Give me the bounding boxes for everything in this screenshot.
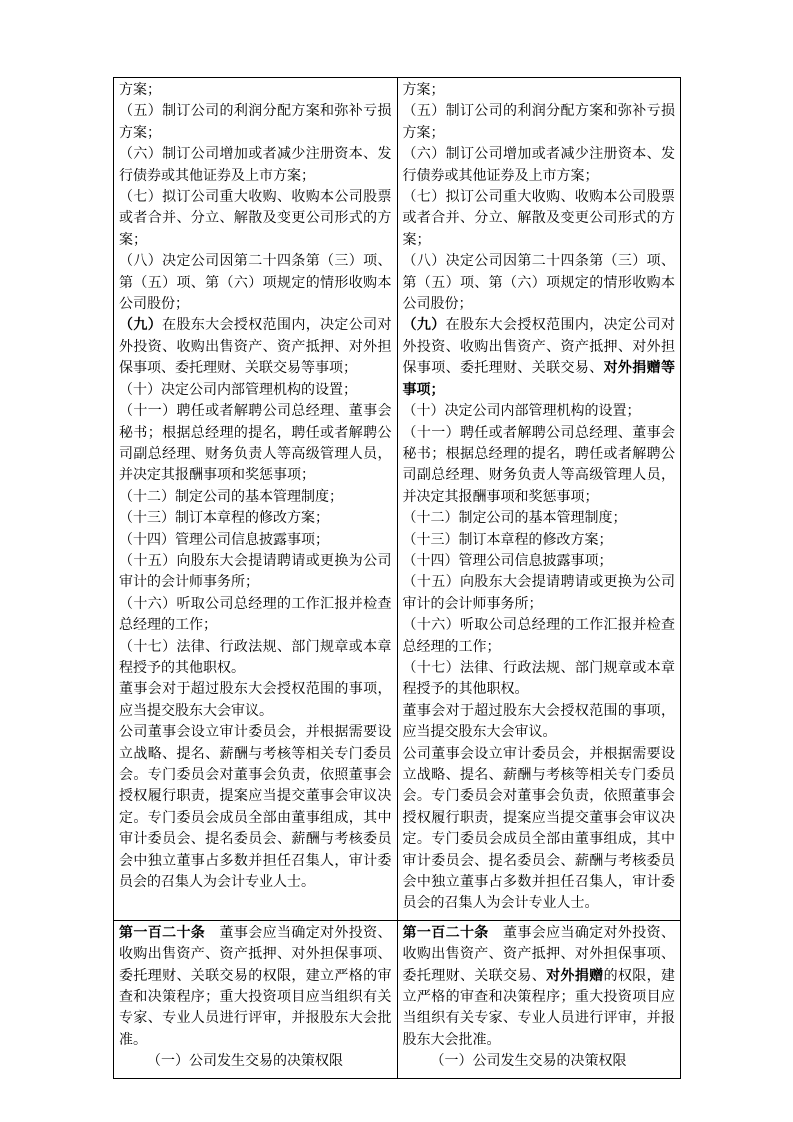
text-run: 方案；	[119, 83, 161, 98]
text-run: （十七）法律、行政法规、部门规章或本章程授予的其他职权。	[402, 660, 675, 698]
paragraph	[403, 251, 676, 315]
comparison-table-body	[114, 78, 681, 1079]
text-run: 公司董事会设立审计委员会，并根据需要设立战略、提名、薪酬与考核等相关专门委员会。专门委员会对董事会负责，依照董事会授权履行职责，提案应当提交董事会审议决定。专门委员会成员全部由董事组成，其中审计委员会、提名委员会、薪酬与考核委员会中独立董事占多数并担任召集人，审计委员会的召集人为会计专业人士。	[402, 746, 675, 912]
paragraph	[119, 637, 392, 680]
paragraph	[403, 923, 676, 1051]
text-run: 第一百二十条	[402, 925, 489, 941]
text-run: 在股东大会授权范围内，决定公司对外投资、收购出售资产、资产抵押、对外担保事项、委托理财、关联交易、	[402, 318, 676, 377]
paragraph	[403, 658, 676, 701]
text-run: （十三）制订本章程的修改方案；	[119, 511, 329, 527]
paragraph	[119, 679, 392, 722]
comparison-table	[113, 77, 681, 1079]
text-run: （五）制订公司的利润分配方案和弥补亏损方案；	[402, 104, 675, 141]
text-run: （六）制订公司增加或者减少注册资本、发行债券或其他证券及上市方案；	[119, 147, 392, 184]
paragraph	[403, 508, 676, 529]
text-run: （八）决定公司因第二十四条第（三）项、第（五）项、第（六）项规定的情形收购本公司股份；	[402, 254, 675, 313]
text-run: （八）决定公司因第二十四条第（三）项、第（五）项、第（六）项规定的情形收购本公司股份；	[119, 254, 392, 313]
table-row	[114, 78, 681, 921]
paragraph	[119, 251, 392, 315]
paragraph	[119, 594, 392, 637]
table-cell	[114, 78, 398, 921]
text-run: （十四）管理公司信息披露事项；	[119, 532, 329, 548]
text-run: 对外捐赠等事项；	[402, 361, 676, 398]
text-run: （十二）制定公司的基本管理制度；	[402, 511, 627, 527]
text-run: （十一）聘任或者解聘公司总经理、董事会秘书；根据总经理的提名，聘任或者解聘公司副总经理、财务负责人等高级管理人员，并决定其报酬事项和奖惩事项；	[119, 404, 392, 484]
paragraph	[403, 423, 676, 509]
paragraph	[403, 401, 676, 422]
text-run: （十二）制定公司的基本管理制度；	[119, 489, 343, 505]
text-run: （十六）听取公司总经理的工作汇报并检查总经理的工作；	[402, 618, 675, 655]
text-run: 方案；	[402, 83, 445, 98]
text-run: （十五）向股东大会提请聘请或更换为公司审计的会计师事务所；	[402, 575, 675, 612]
paragraph	[119, 508, 392, 529]
text-run: 公司董事会设立审计委员会，并根据需要设立战略、提名、薪酬与考核等相关专门委员会。专门委员会对董事会负责，依照董事会授权履行职责，提案应当提交董事会审议决定。专门委员会成员全部由董事组成，其中审计委员会、提名委员会、薪酬与考核委员会中独立董事占多数并担任召集人，审计委员会的召集人为会计专业人士。	[119, 725, 392, 891]
table-row	[114, 920, 681, 1078]
table-cell	[397, 920, 681, 1078]
text-run: （七）拟订公司重大收购、收购本公司股票或者合并、分立、解散及变更公司形式的方案；	[119, 190, 392, 248]
text-run: 的权限，建立严格的审查和决策程序；重大投资项目应当组织有关专家、专业人员进行评审，并报股东大会批准。	[402, 968, 676, 1048]
table-cell	[114, 920, 398, 1078]
paragraph	[119, 923, 392, 1051]
text-run: 第一百二十条	[119, 925, 206, 941]
paragraph	[403, 744, 676, 915]
paragraph	[119, 1051, 392, 1072]
text-run: （十三）制订本章程的修改方案；	[402, 532, 613, 548]
text-run: （六）制订公司增加或者减少注册资本、发行债券或其他证券及上市方案；	[402, 147, 675, 184]
text-run: （十七）法律、行政法规、部门规章或本章程授予的其他职权。	[119, 639, 392, 676]
text-run: 董事会对于超过股东大会授权范围的事项，应当提交股东大会审议。	[402, 703, 675, 741]
paragraph	[403, 101, 676, 144]
text-run: （十四）管理公司信息披露事项；	[402, 553, 613, 569]
text-run: 董事会对于超过股东大会授权范围的事项，应当提交股东大会审议。	[119, 682, 392, 719]
paragraph	[119, 315, 392, 379]
paragraph	[119, 80, 392, 101]
paragraph	[119, 551, 392, 594]
text-run: （十一）聘任或者解聘公司总经理、董事会秘书；根据总经理的提名，聘任或者解聘公司副总经理、财务负责人等高级管理人员，并决定其报酬事项和奖惩事项；	[402, 425, 675, 505]
text-run: 对外捐赠	[546, 968, 604, 984]
text-run: （十五）向股东大会提请聘请或更换为公司审计的会计师事务所；	[119, 553, 392, 591]
paragraph	[403, 187, 676, 251]
paragraph	[403, 615, 676, 658]
paragraph	[119, 380, 392, 401]
paragraph	[119, 530, 392, 551]
text-run: （九）	[119, 318, 163, 334]
text-run: （九）	[402, 318, 446, 334]
paragraph	[119, 722, 392, 893]
paragraph	[403, 572, 676, 615]
paragraph	[403, 551, 676, 572]
paragraph	[403, 701, 676, 744]
paragraph	[119, 144, 392, 187]
text-run: （七）拟订公司重大收购、收购本公司股票或者合并、分立、解散及变更公司形式的方案；	[402, 190, 675, 248]
text-run: （十）决定公司内部管理机构的设置；	[119, 382, 357, 398]
paragraph	[403, 530, 676, 551]
text-run: （一）公司发生交易的决策权限	[430, 1054, 627, 1070]
table-cell	[397, 78, 681, 921]
paragraph	[119, 101, 392, 144]
text-run: （十六）听取公司总经理的工作汇报并检查总经理的工作；	[119, 596, 392, 634]
paragraph	[403, 80, 676, 101]
paragraph	[403, 144, 676, 187]
text-run: （十）决定公司内部管理机构的设置；	[402, 404, 641, 420]
paragraph	[119, 401, 392, 487]
text-run: （五）制订公司的利润分配方案和弥补亏损方案；	[119, 104, 392, 141]
paragraph	[403, 315, 676, 401]
text-run: 董事会应当确定对外投资、收购出售资产、资产抵押、对外担保事项、委托理财、关联交易的权限，建立严格的审查和决策程序；重大投资项目应当组织有关专家、专业人员进行评审，并报股东大会批准。	[119, 925, 392, 1048]
paragraph	[403, 1051, 676, 1072]
text-run: 董事会应当确定对外投资、收购出售资产、资产抵押、对外担保事项、委托理财、关联交易、	[402, 925, 676, 984]
text-run: 在股东大会授权范围内，决定公司对外投资、收购出售资产、资产抵押、对外担保事项、委托理财、关联交易等事项；	[119, 318, 392, 377]
text-run: （一）公司发生交易的决策权限	[147, 1054, 343, 1070]
paragraph	[119, 187, 392, 251]
paragraph	[119, 487, 392, 508]
